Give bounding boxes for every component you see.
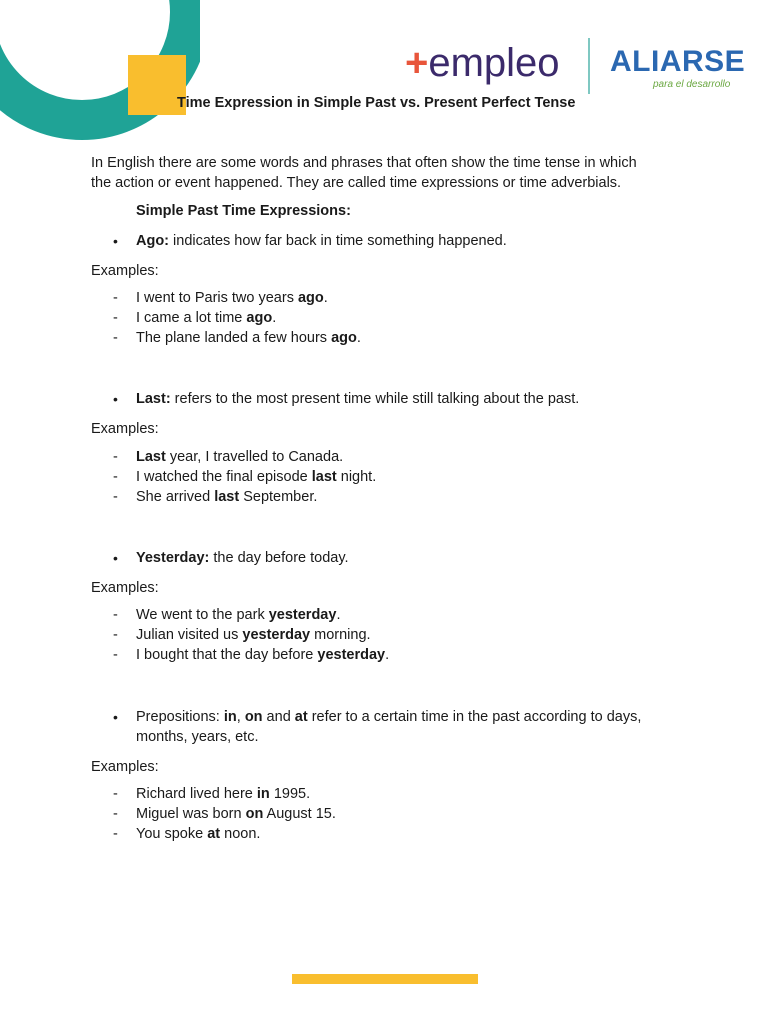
definition-prepositions-line-2: months, years, etc. [136,729,259,745]
dash: - [113,826,118,842]
dash: - [113,310,118,326]
examples-label: Examples: [91,421,159,437]
example-item: I went to Paris two years ago. [136,290,328,306]
bullet-prepositions: • [113,709,118,725]
bullet-yesterday: • [113,550,118,566]
footer-yellow-bar [292,974,478,984]
bullet-last: • [113,391,118,407]
aliarse-logo: ALIARSE [610,45,746,78]
section-subheading: Simple Past Time Expressions: [136,203,351,219]
example-item: I watched the final episode last night. [136,469,377,485]
example-item: You spoke at noon. [136,826,261,842]
dash: - [113,330,118,346]
intro-line-1: In English there are some words and phrases that often show the time tense in which [91,155,637,171]
dash: - [113,489,118,505]
dash: - [113,290,118,306]
dash: - [113,647,118,663]
dash: - [113,607,118,623]
definition-last: Last: refers to the most present time while still talking about the past. [136,391,580,407]
empleo-logo: +empleo [405,41,560,85]
example-item: We went to the park yesterday. [136,607,341,623]
dash: - [113,627,118,643]
example-item: I bought that the day before yesterday. [136,647,390,663]
logo-divider [588,38,590,94]
definition-ago: Ago: indicates how far back in time something happened. [136,233,507,249]
example-item: I came a lot time ago. [136,310,277,326]
example-item: She arrived last September. [136,489,318,505]
examples-label: Examples: [91,263,159,279]
examples-label: Examples: [91,759,159,775]
dash: - [113,449,118,465]
dash: - [113,806,118,822]
example-item: The plane landed a few hours ago. [136,330,361,346]
dash: - [113,469,118,485]
example-item: Julian visited us yesterday morning. [136,627,371,643]
intro-line-2: the action or event happened. They are called time expressions or time adverbials. [91,175,622,191]
page-title: Time Expression in Simple Past vs. Present Perfect Tense [177,95,576,111]
aliarse-tagline: para el desarrollo [653,79,731,90]
definition-yesterday: Yesterday: the day before today. [136,550,349,566]
examples-label: Examples: [91,580,159,596]
example-item: Richard lived here in 1995. [136,786,311,802]
definition-prepositions-line-1: Prepositions: in, on and at refer to a certain time in the past according to days, [136,709,642,725]
example-item: Miguel was born on August 15. [136,806,336,822]
example-item: Last year, I travelled to Canada. [136,449,344,465]
bullet-ago: • [113,233,118,249]
dash: - [113,786,118,802]
